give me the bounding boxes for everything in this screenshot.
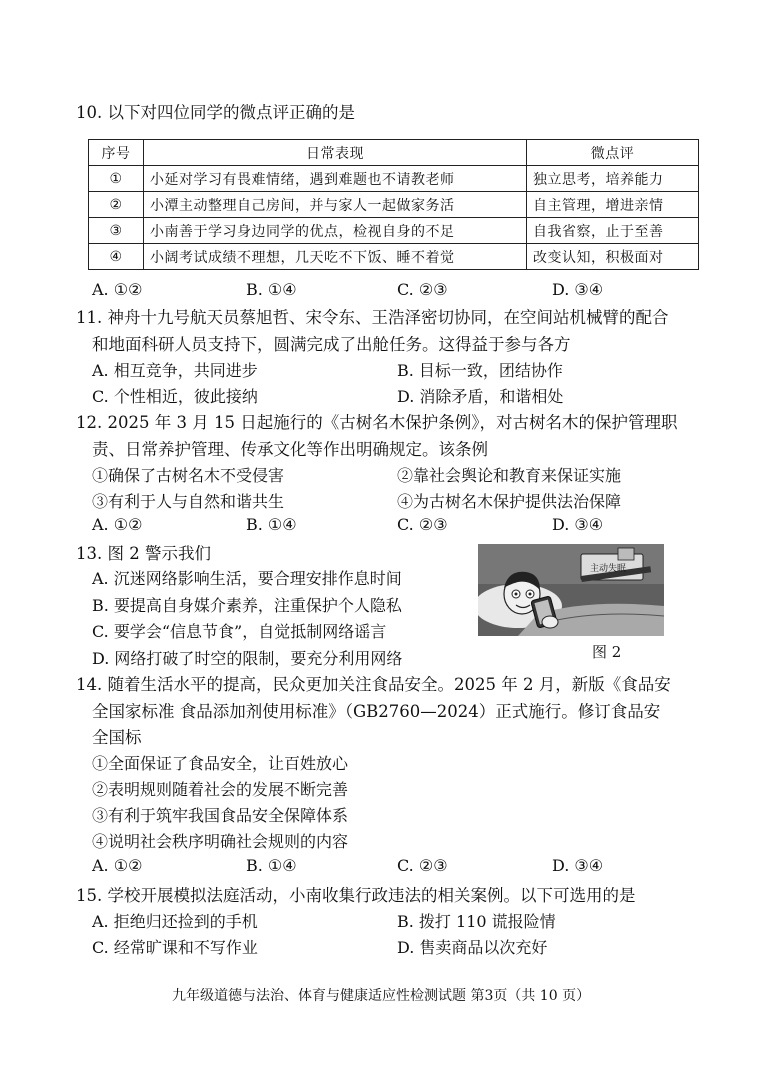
- q12-option-d[interactable]: D. ③④: [552, 515, 604, 534]
- q15-stem: 15. 学校开展模拟法庭活动，小南收集行政违法的相关案例。以下可选用的是: [76, 886, 636, 905]
- q15-option-b[interactable]: B. 拨打 110 谎报险情: [397, 912, 556, 931]
- table-row: [89, 218, 699, 244]
- row-comment: 自主管理，增进亲情: [527, 192, 699, 218]
- row-comment: 独立思考，培养能力: [527, 166, 699, 192]
- q14-item-3: ③有利于筑牢我国食品安全保障体系: [92, 806, 349, 825]
- header-index: 序号: [89, 140, 144, 166]
- q10-table: [88, 139, 699, 270]
- q14-item-4: ④说明社会秩序明确社会规则的内容: [92, 832, 349, 851]
- header-behavior: 日常表现: [144, 140, 527, 166]
- q10-option-b[interactable]: B. ①④: [246, 280, 297, 299]
- q12-stem-line1: 12. 2025 年 3 月 15 日起施行的《古树名木保护条例》，对古树名木的保护管理职: [76, 413, 678, 432]
- q12-item-1: ①确保了古树名木不受侵害: [92, 466, 285, 485]
- q12-option-c[interactable]: C. ②③: [397, 515, 448, 534]
- q12-option-a[interactable]: A. ①②: [92, 515, 143, 534]
- table-row: [89, 192, 699, 218]
- q13-stem: 13. 图 2 警示我们: [76, 544, 211, 563]
- q15-option-c[interactable]: C. 经常旷课和不写作业: [92, 938, 258, 957]
- row-behavior: 小潭主动整理自己房间，并与家人一起做家务活: [144, 192, 527, 218]
- q13-option-d[interactable]: D. 网络打破了时空的限制，要充分利用网络: [92, 649, 403, 668]
- q14-option-a[interactable]: A. ①②: [92, 856, 143, 875]
- q11-option-d[interactable]: D. 消除矛盾，和谐相处: [397, 387, 564, 406]
- q14-stem-line2: 全国家标准 食品添加剂使用标准》（GB2760—2024）正式施行。修订食品安: [92, 702, 661, 721]
- q12-stem-line2: 责、日常养护管理、传承文化等作出明确规定。该条例: [92, 440, 488, 459]
- row-index: ③: [89, 218, 144, 244]
- q11-option-c[interactable]: C. 个性相近，彼此接纳: [92, 387, 258, 406]
- q15-option-d[interactable]: D. 售卖商品以次充好: [397, 938, 548, 957]
- q15-option-a[interactable]: A. 拒绝归还捡到的手机: [92, 912, 258, 931]
- q14-item-1: ①全面保证了食品安全，让百姓放心: [92, 754, 349, 773]
- q11-stem-line2: 和地面科研人员支持下，圆满完成了出舱任务。这得益于参与各方: [92, 335, 571, 354]
- q10-option-c[interactable]: C. ②③: [397, 280, 448, 299]
- row-comment: 自我省察，止于至善: [527, 218, 699, 244]
- q14-option-c[interactable]: C. ②③: [397, 856, 448, 875]
- table-header-row: [89, 140, 699, 166]
- cartoon-illustration: [478, 544, 664, 636]
- row-behavior: 小延对学习有畏难情绪，遇到难题也不请教老师: [144, 166, 527, 192]
- q10-stem: 10. 以下对四位同学的微点评正确的是: [76, 103, 355, 122]
- q13-option-c[interactable]: C. 要学会“信息节食”，自觉抵制网络谣言: [92, 622, 387, 641]
- row-behavior: 小阔考试成绩不理想，几天吃不下饭、睡不着觉: [144, 244, 527, 270]
- q11-option-a[interactable]: A. 相互竞争，共同进步: [92, 361, 258, 380]
- q13-option-b[interactable]: B. 要提高自身媒介素养，注重保护个人隐私: [92, 596, 402, 615]
- q13-option-a[interactable]: A. 沉迷网络影响生活，要合理安排作息时间: [92, 569, 402, 588]
- header-comment: 微点评: [527, 140, 699, 166]
- q11-option-b[interactable]: B. 目标一致，团结协作: [397, 361, 563, 380]
- q14-item-2: ②表明规则随着社会的发展不断完善: [92, 780, 349, 799]
- q12-item-2: ②靠社会舆论和教育来保证实施: [397, 466, 622, 485]
- q10-option-d[interactable]: D. ③④: [552, 280, 604, 299]
- q12-item-3: ③有利于人与自然和谐共生: [92, 492, 285, 511]
- sign-text: 主动失眠: [590, 564, 627, 574]
- q14-option-d[interactable]: D. ③④: [552, 856, 604, 875]
- figure-2-cartoon: [478, 544, 664, 636]
- q14-option-b[interactable]: B. ①④: [246, 856, 297, 875]
- q14-stem-line3: 全国标: [92, 728, 142, 747]
- figure-2-caption: 图 2: [592, 643, 622, 661]
- row-behavior: 小南善于学习身边同学的优点，检视自身的不足: [144, 218, 527, 244]
- q11-stem-line1: 11. 神舟十九号航天员蔡旭哲、宋令东、王浩泽密切协同，在空间站机械臂的配合: [76, 308, 669, 327]
- row-index: ④: [89, 244, 144, 270]
- q12-option-b[interactable]: B. ①④: [246, 515, 297, 534]
- q10-option-a[interactable]: A. ①②: [92, 280, 143, 299]
- table-row: [89, 244, 699, 270]
- row-index: ①: [89, 166, 144, 192]
- page-footer: 九年级道德与法治、体育与健康适应性检测试题 第3页（共 10 页）: [172, 988, 591, 1004]
- q12-item-4: ④为古树名木保护提供法治保障: [397, 492, 622, 511]
- row-index: ②: [89, 192, 144, 218]
- table-row: [89, 166, 699, 192]
- q14-stem-line1: 14. 随着生活水平的提高，民众更加关注食品安全。2025 年 2 月，新版《食品安: [76, 675, 671, 694]
- row-comment: 改变认知，积极面对: [527, 244, 699, 270]
